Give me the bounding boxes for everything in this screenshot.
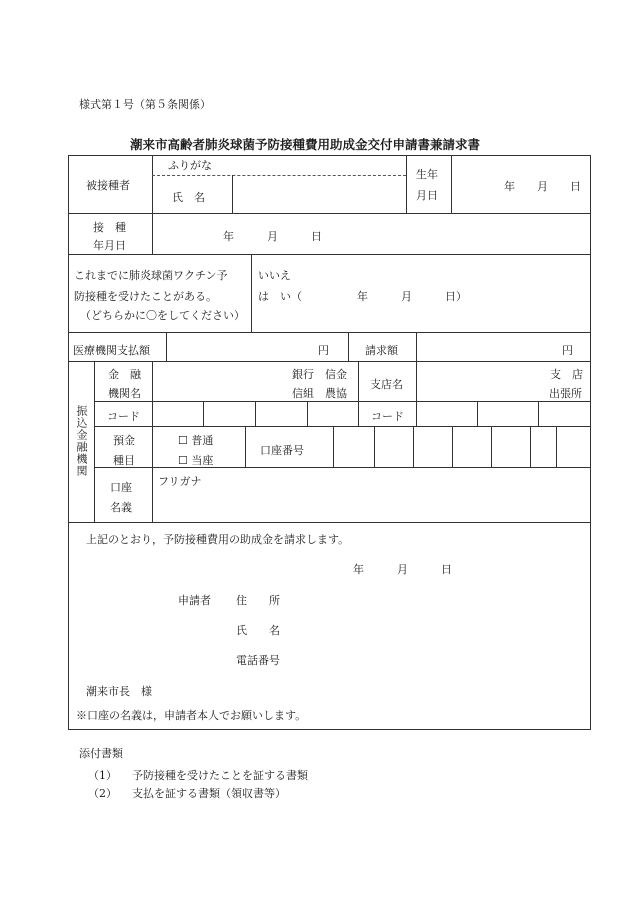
- account-number-box[interactable]: [415, 428, 451, 466]
- request-amount-field[interactable]: [418, 334, 558, 360]
- account-name-furigana: フリガナ: [158, 475, 202, 488]
- account-number-box[interactable]: [454, 428, 490, 466]
- account-number-box[interactable]: [376, 428, 412, 466]
- account-name-label-line1: 口座: [110, 481, 132, 494]
- furigana-label: ふりがな: [168, 159, 212, 172]
- vaccination-label-line1: 接 種: [93, 221, 126, 234]
- bank-code-box[interactable]: [205, 403, 254, 425]
- applicant-name-label: 氏 名: [236, 624, 280, 637]
- attachment-item-text: 予防接種を受けたことを証する書類: [132, 769, 308, 782]
- branch-code-box[interactable]: [418, 403, 476, 425]
- history-option-no[interactable]: いいえ: [258, 269, 291, 282]
- bank-types-line1: 銀行 信金: [292, 368, 347, 381]
- account-name-field[interactable]: [155, 490, 587, 520]
- paid-amount-unit: 円: [318, 344, 329, 357]
- paid-amount-field[interactable]: [168, 334, 313, 360]
- history-question-line1: これまでに肺炎球菌ワクチン予: [74, 269, 228, 282]
- account-number-box[interactable]: [532, 428, 555, 466]
- birth-label-line2: 月日: [416, 189, 438, 202]
- patient-name-field[interactable]: [235, 177, 403, 211]
- patient-label: 被接種者: [86, 179, 130, 192]
- attachment-item-number: （2）: [88, 787, 117, 800]
- deposit-label-line2: 種目: [113, 454, 135, 467]
- history-question-line2: 防接種を受けたことがある。: [74, 290, 217, 303]
- deposit-checkbox-ordinary[interactable]: ☐ 普通: [178, 434, 214, 447]
- vaccination-date-field[interactable]: 年 月 日: [223, 230, 322, 243]
- declaration-date-field[interactable]: 年 月 日: [353, 563, 452, 576]
- branch-code-box[interactable]: [479, 403, 537, 425]
- phone-field[interactable]: [300, 648, 580, 668]
- branch-label: 支店名: [370, 378, 403, 391]
- attachment-item-number: （1）: [88, 769, 117, 782]
- bank-code-box[interactable]: [309, 403, 357, 425]
- account-number-box[interactable]: [493, 428, 529, 466]
- addressee: 潮来市長 様: [86, 685, 152, 698]
- account-number-box[interactable]: [558, 428, 589, 466]
- history-question-line3: （どちらかに〇をしてください）: [80, 309, 245, 322]
- branch-code-label: コード: [371, 410, 404, 423]
- branch-type-line1: 支 店: [550, 368, 583, 381]
- bank-section-label: 振込金融機関: [75, 405, 88, 477]
- declaration-statement: 上記のとおり，予防接種費用の助成金を請求します。: [86, 533, 350, 546]
- request-amount-label: 請求額: [365, 344, 398, 357]
- bank-code-box[interactable]: [154, 403, 202, 425]
- request-amount-unit: 円: [562, 344, 573, 357]
- paid-amount-label: 医療機関支払額: [73, 344, 150, 357]
- deposit-checkbox-current[interactable]: ☐ 当座: [178, 454, 214, 467]
- birth-label-line1: 生年: [416, 168, 438, 181]
- account-holder-note: ※口座の名義は，申請者本人でお願いします。: [76, 709, 307, 722]
- bank-types-line2: 信組 農協: [292, 387, 347, 400]
- applicant-label: 申請者: [178, 594, 211, 607]
- name-label: 氏 名: [172, 191, 205, 204]
- bank-code-box[interactable]: [257, 403, 306, 425]
- branch-type-line2: 出張所: [549, 387, 582, 400]
- page-title: 潮来市高齢者肺炎球菌予防接種費用助成金交付申請書兼請求書: [130, 137, 481, 152]
- institution-name-field[interactable]: [155, 364, 285, 398]
- applicant-name-field[interactable]: [300, 618, 580, 638]
- history-option-yes[interactable]: は い（ 年 月 日）: [258, 290, 467, 303]
- address-field[interactable]: [300, 588, 580, 608]
- account-name-label-line2: 名義: [110, 501, 132, 514]
- branch-name-field[interactable]: [419, 364, 539, 398]
- attachments-heading: 添付書類: [79, 747, 123, 760]
- deposit-label-line1: 預金: [113, 434, 135, 447]
- account-number-label: 口座番号: [260, 444, 304, 457]
- branch-code-box[interactable]: [540, 403, 589, 425]
- vaccination-label-line2: 年月日: [93, 239, 126, 252]
- institution-label-line1: 金 融: [108, 368, 141, 381]
- address-label: 住 所: [236, 594, 280, 607]
- bank-code-label: コード: [107, 410, 140, 423]
- form-number: 様式第１号（第５条関係）: [79, 98, 211, 111]
- account-number-box[interactable]: [335, 428, 373, 466]
- attachment-item-text: 支払を証する書類（領収書等）: [132, 787, 286, 800]
- phone-label: 電話番号: [236, 654, 280, 667]
- birth-date-field[interactable]: 年 月 日: [504, 180, 581, 193]
- institution-label-line2: 機関名: [108, 387, 141, 400]
- furigana-field[interactable]: [235, 156, 403, 174]
